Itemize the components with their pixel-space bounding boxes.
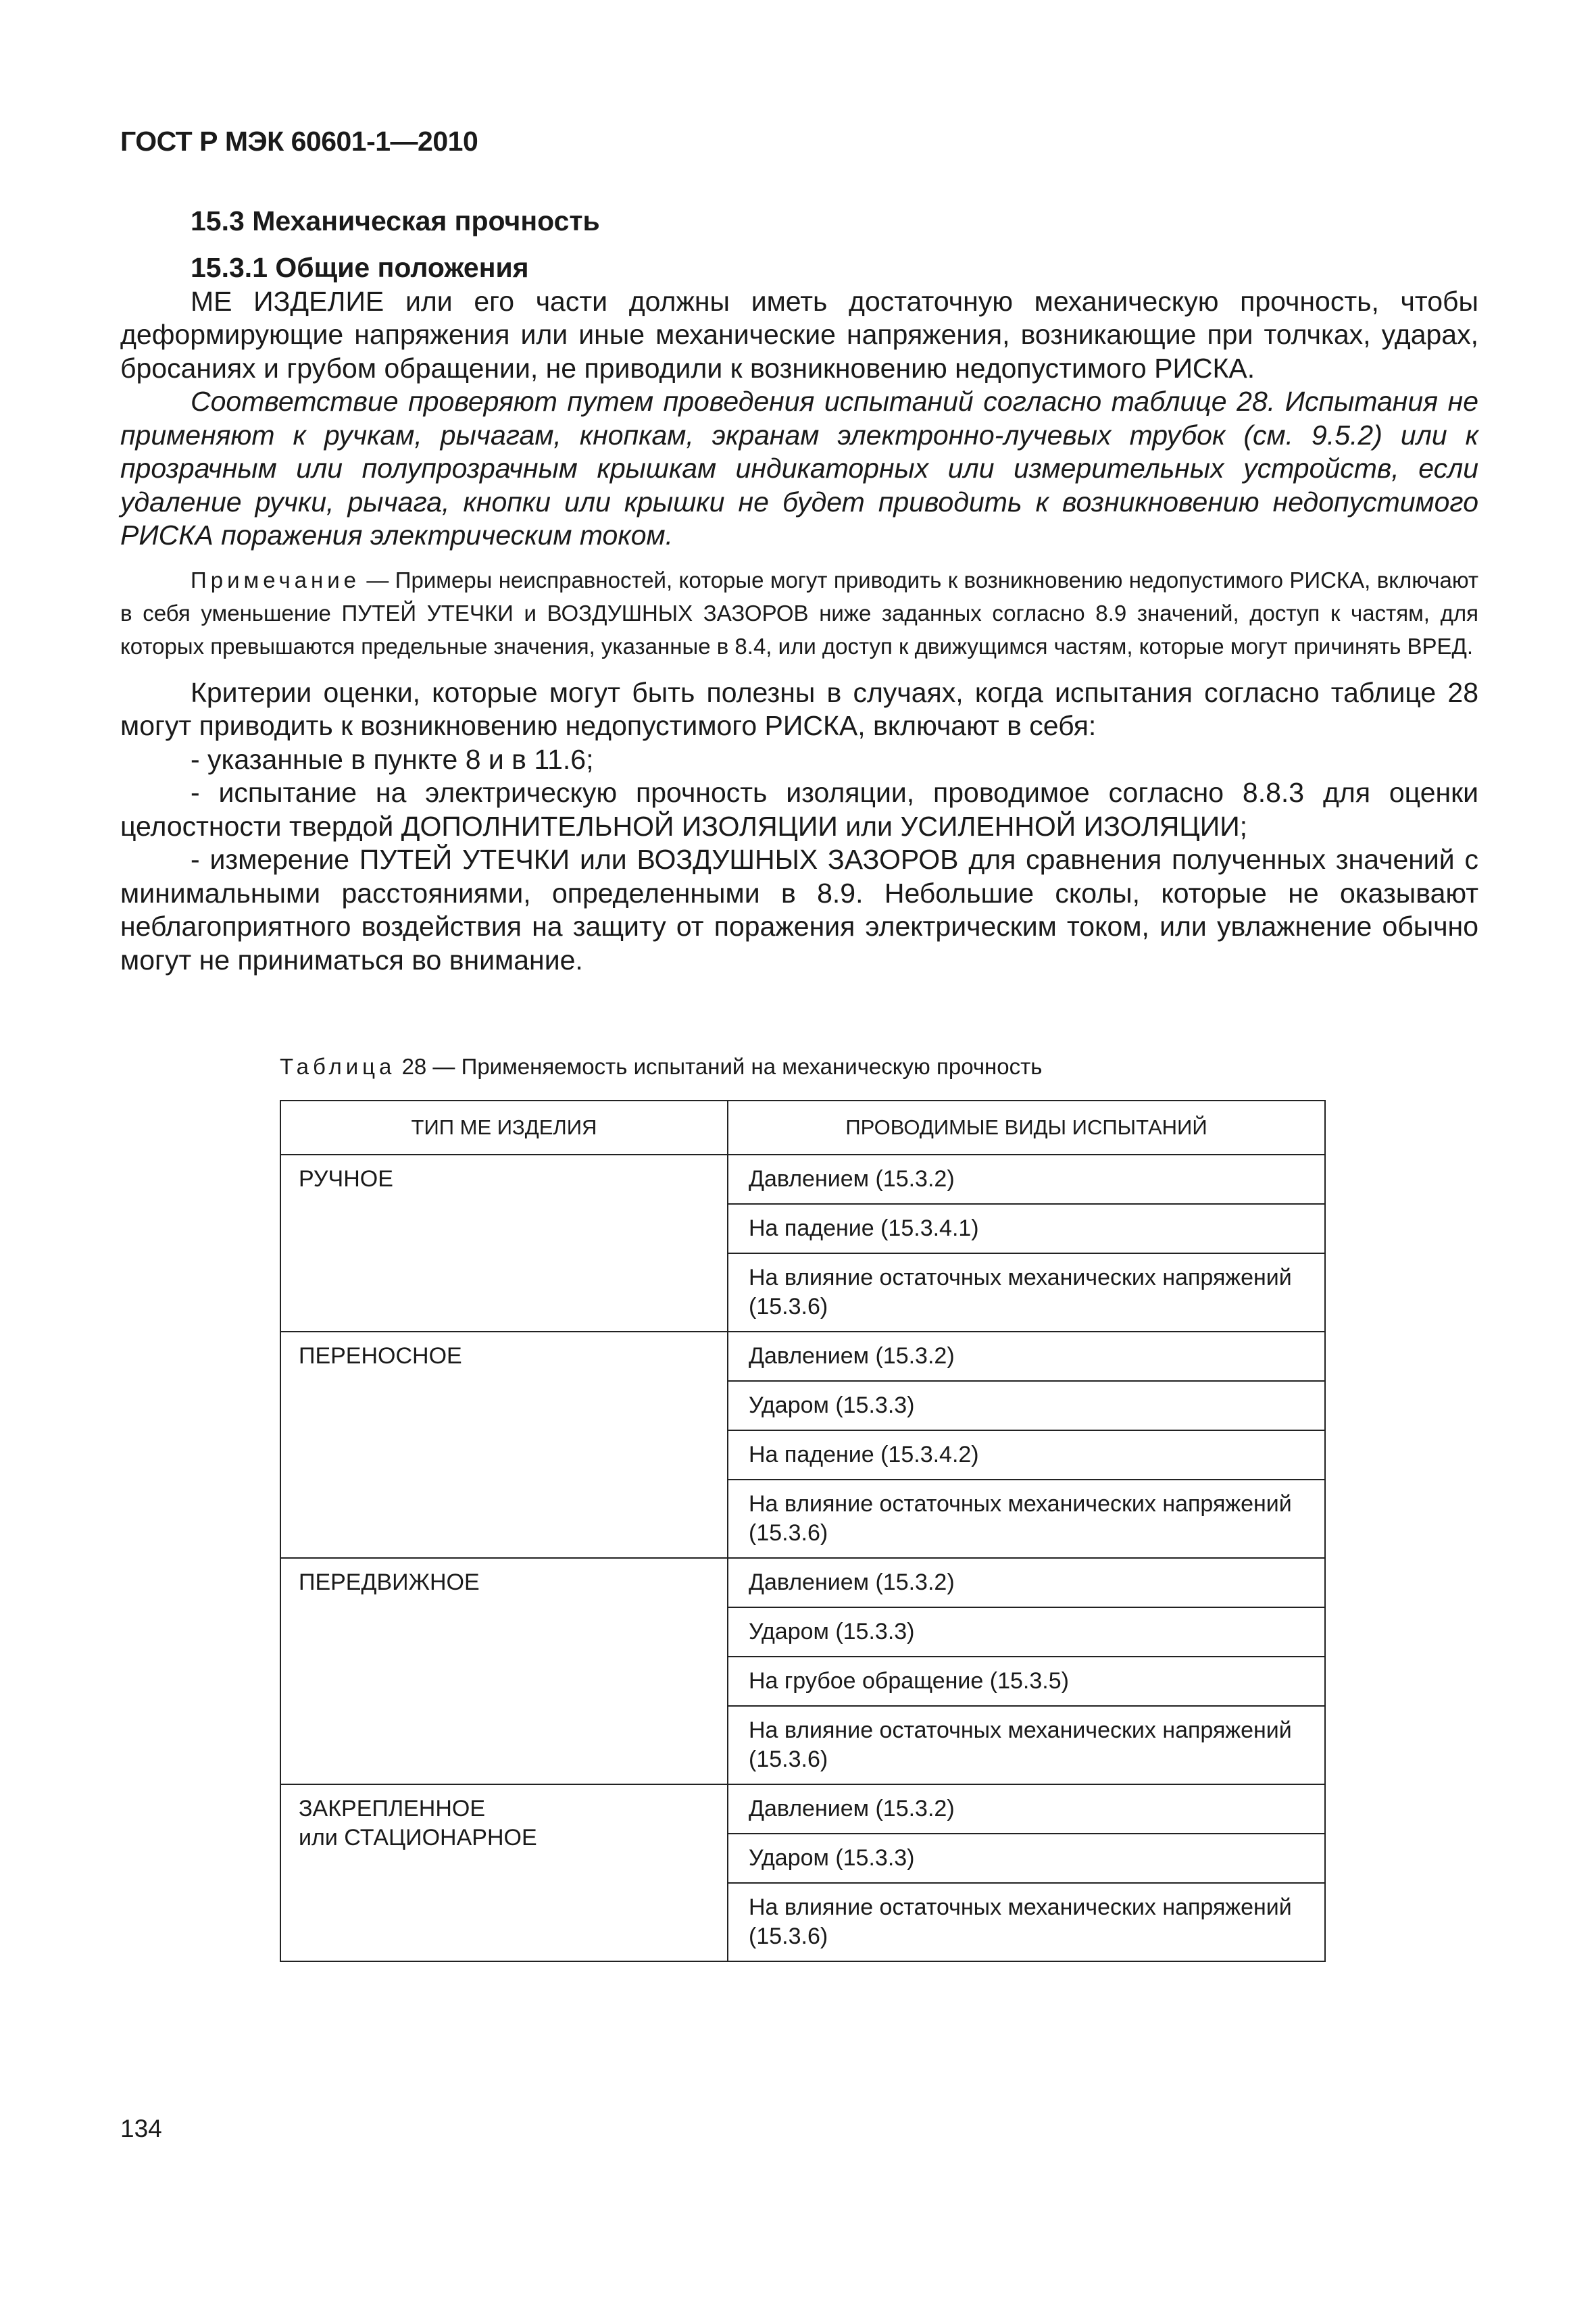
column-header: ТИП МЕ ИЗДЕЛИЯ (280, 1101, 728, 1155)
test-cell: На влияние остаточных механических напряжений (15.3.6) (728, 1706, 1325, 1784)
device-type-cell: РУЧНОЕ (280, 1155, 728, 1332)
table-row (280, 1155, 1325, 1204)
test-cell: На грубое обращение (15.3.5) (728, 1657, 1325, 1706)
test-cell: На падение (15.3.4.2) (728, 1430, 1325, 1480)
test-cell: На влияние остаточных механических напряжений (15.3.6) (728, 1480, 1325, 1558)
table-row (280, 1784, 1325, 1834)
table-row (280, 1332, 1325, 1381)
test-cell: Ударом (15.3.3) (728, 1607, 1325, 1657)
compliance-paragraph: Соответствие проверяют путем проведения испытаний согласно таблице 28. Испытания не применяют к ручкам, рычагам, кнопкам, экранам электронно-лучевых трубок (см. 9.5.2) или к прозрачным или полупрозрачным крышкам индикаторных или измерительных устройств, если удаление ручки, рычага, кнопки или крышки не будет приводить к возникновению недопустимого РИСКА поражения электрическим током. (120, 386, 1478, 551)
table-caption (280, 1054, 1042, 1080)
device-type-cell: ПЕРЕДВИЖНОЕ (280, 1558, 728, 1784)
note-text: — Примеры неисправностей, которые могут приводить к возникновению недопустимого РИСКА, включают в себя уменьшение ПУТЕЙ УТЕЧКИ и ВОЗДУШНЫХ ЗАЗОРОВ ниже заданных согласно 8.9 значений, доступ к частям, для которых превышаются предельные значения, указанные в 8.4, или доступ к движущимся частям, которые могут причинять ВРЕД. (120, 567, 1478, 659)
test-cell: На влияние остаточных механических напряжений (15.3.6) (728, 1253, 1325, 1332)
test-cell: Давлением (15.3.2) (728, 1558, 1325, 1607)
device-type-cell: ПЕРЕНОСНОЕ (280, 1332, 728, 1558)
criteria-item: - измерение ПУТЕЙ УТЕЧКИ или ВОЗДУШНЫХ ЗАЗОРОВ для сравнения полученных значений с минимальными расстояниями, определенными в 8.9. Небольшие сколы, которые не оказывают неблагоприятного воздействия на защиту от поражения электрическим током, или увлажнение обычно могут не приниматься во внимание. (120, 844, 1478, 976)
table-header-row (280, 1101, 1325, 1155)
test-cell: Ударом (15.3.3) (728, 1381, 1325, 1430)
device-type-cell (280, 1784, 728, 1961)
device-type-line: ЗАКРЕПЛЕННОЕ (299, 1796, 486, 1821)
test-cell: Давлением (15.3.2) (728, 1784, 1325, 1834)
test-cell: Ударом (15.3.3) (728, 1834, 1325, 1883)
table-caption-label: Таблица (280, 1054, 396, 1079)
note-label: Примечание (191, 567, 361, 593)
criteria-item: - испытание на электрическую прочность изоляции, проводимое согласно 8.8.3 для оценки целостности твердой ДОПОЛНИТЕЛЬНОЙ ИЗОЛЯЦИИ или УСИЛЕННОЙ ИЗОЛЯЦИИ; (120, 777, 1478, 842)
device-type-line: или СТАЦИОНАРНОЕ (299, 1825, 537, 1851)
mechanical-tests-table (280, 1100, 1326, 1962)
criteria-intro: Критерии оценки, которые могут быть полезны в случаях, когда испытания согласно таблице 28 могут приводить к возникновению недопустимого РИСКА, включают в себя: (120, 676, 1478, 741)
page-number: 134 (120, 2115, 162, 2142)
test-cell: Давлением (15.3.2) (728, 1155, 1325, 1204)
test-cell: На падение (15.3.4.1) (728, 1204, 1325, 1253)
subsection-title: 15.3.1 Общие положения (191, 252, 529, 283)
table-caption-text: 28 — Применяемость испытаний на механическую прочность (401, 1054, 1043, 1079)
test-cell: На влияние остаточных механических напряжений (15.3.6) (728, 1883, 1325, 1961)
table-row (280, 1558, 1325, 1607)
note-paragraph (120, 563, 1478, 663)
section-title: 15.3 Механическая прочность (191, 205, 600, 236)
intro-paragraph: МЕ ИЗДЕЛИЕ или его части должны иметь достаточную механическую прочность, чтобы деформирующие напряжения или иные механические напряжения, возникающие при толчках, ударах, бросаниях и грубом обращении, не приводили к возникновению недопустимого РИСКА. (120, 285, 1478, 384)
column-header: ПРОВОДИМЫЕ ВИДЫ ИСПЫТАНИЙ (728, 1101, 1325, 1155)
criteria-item: - указанные в пункте 8 и в 11.6; (191, 743, 594, 775)
section-body (120, 251, 1478, 977)
document-header: ГОСТ Р МЭК 60601-1—2010 (120, 126, 478, 157)
test-cell: Давлением (15.3.2) (728, 1332, 1325, 1381)
